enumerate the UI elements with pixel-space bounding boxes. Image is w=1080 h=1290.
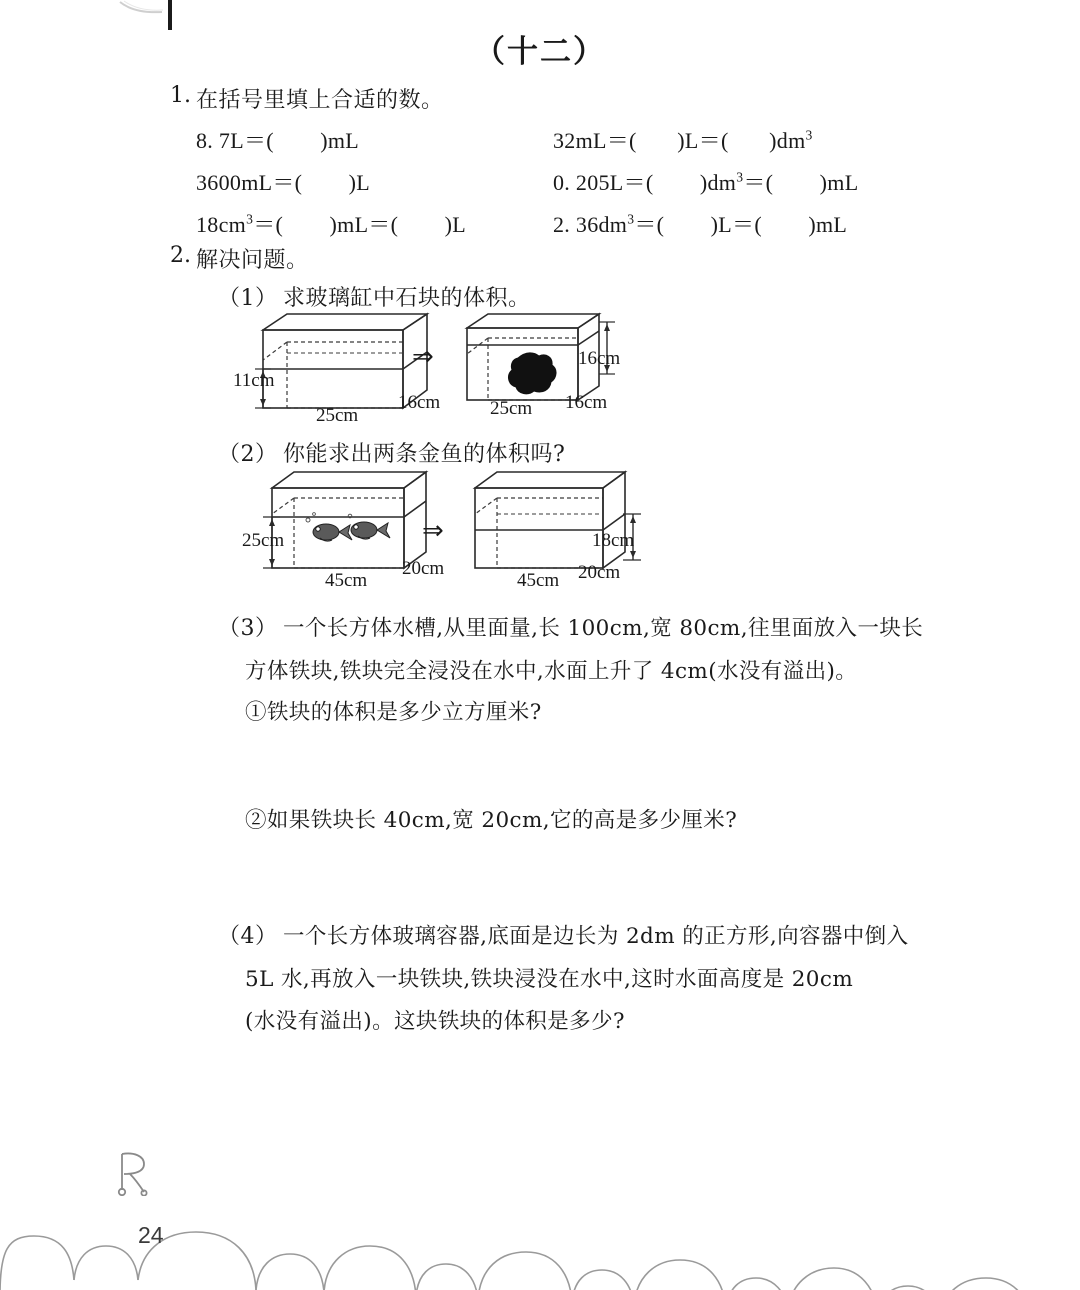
- exercise-2-3-line-1: 一个长方体水槽,从里面量,长 100cm,宽 80cm,往里面放入一块长: [283, 616, 924, 641]
- figure-1-right-width-label: 25cm: [490, 398, 533, 419]
- figure-2-right-depth-label: 20cm: [578, 562, 621, 583]
- equation-row-2-left: 3600mL＝( )L: [196, 170, 371, 195]
- exercise-2-4-line-3: (水没有溢出)。这块铁块的体积是多少?: [245, 1009, 625, 1034]
- figure-2-right-width-label: 45cm: [517, 570, 560, 591]
- crop-mark-smudge: [118, 0, 164, 16]
- equation-row-3-left: $18cm^3=$( )mL＝( )L: [196, 211, 466, 237]
- figure-2-left-height-label: 25cm: [242, 530, 285, 551]
- exercise-2-4-line-1: 一个长方体玻璃容器,底面是边长为 2dm 的正方形,向容器中倒入: [283, 924, 909, 949]
- exercise-1-prompt: 在括号里填上合适的数。: [196, 88, 444, 113]
- figure-1-left-width-label: 25cm: [316, 405, 359, 426]
- exercise-2-2-label: （2）: [218, 442, 278, 467]
- figure-1-left-depth-label: 16cm: [398, 392, 441, 413]
- page-number: 24: [138, 1222, 164, 1248]
- equation-row-1-right: 32mL＝( )L＝( )$dm^3$: [553, 127, 813, 153]
- exercise-2-3-line-2: 方体铁块,铁块完全浸没在水中,水面上升了 4cm(水没有溢出)。: [245, 659, 858, 684]
- exercise-2-number: 2.: [170, 243, 191, 268]
- exercise-2-prompt: 解决问题。: [196, 248, 309, 273]
- publisher-logo-icon: [110, 1148, 156, 1196]
- exercise-2-3-item-2: ②如果铁块长 40cm,宽 20cm,它的高是多少厘米?: [245, 808, 738, 833]
- exercise-2-2-text: 你能求出两条金鱼的体积吗?: [283, 442, 566, 467]
- figure-2-left-depth-label: 20cm: [402, 558, 445, 579]
- exercise-2-1-text: 求玻璃缸中石块的体积。: [283, 286, 531, 311]
- equation-row-1-left: 8. 7L＝( )mL: [196, 128, 360, 153]
- footer-cloud-decoration: [0, 1140, 1040, 1290]
- figure-2-right-height-label: 18cm: [592, 530, 635, 551]
- figure-1-right-height-label: 16cm: [578, 348, 621, 369]
- goldfish-icon-2: [348, 514, 390, 539]
- equation-row-3-right: 2. $36dm^3=$( )L＝( )mL: [553, 211, 848, 237]
- figure-1-left-height-label: 11cm: [233, 370, 275, 391]
- exercise-2-3-item-1: ①铁块的体积是多少立方厘米?: [245, 700, 542, 725]
- exercise-2-1-label: （1）: [218, 286, 278, 311]
- figure-2-arrow-icon: ⇒: [422, 516, 444, 546]
- exercise-2-4-line-2: 5L 水,再放入一块铁块,铁块浸没在水中,这时水面高度是 20cm: [245, 967, 854, 992]
- exercise-2-4-label: （4）: [218, 924, 278, 949]
- figure-1-arrow-icon: ⇒: [412, 342, 434, 372]
- exercise-2-3-label: （3）: [218, 616, 278, 641]
- equation-row-2-right: 0. 205L＝( )$dm^3=$( )mL: [553, 169, 859, 195]
- figure-1-right-depth-label: 16cm: [565, 392, 608, 413]
- page-title: （十二）: [474, 34, 606, 70]
- exercise-1-number: 1.: [170, 83, 191, 108]
- figure-2-left-width-label: 45cm: [325, 570, 368, 591]
